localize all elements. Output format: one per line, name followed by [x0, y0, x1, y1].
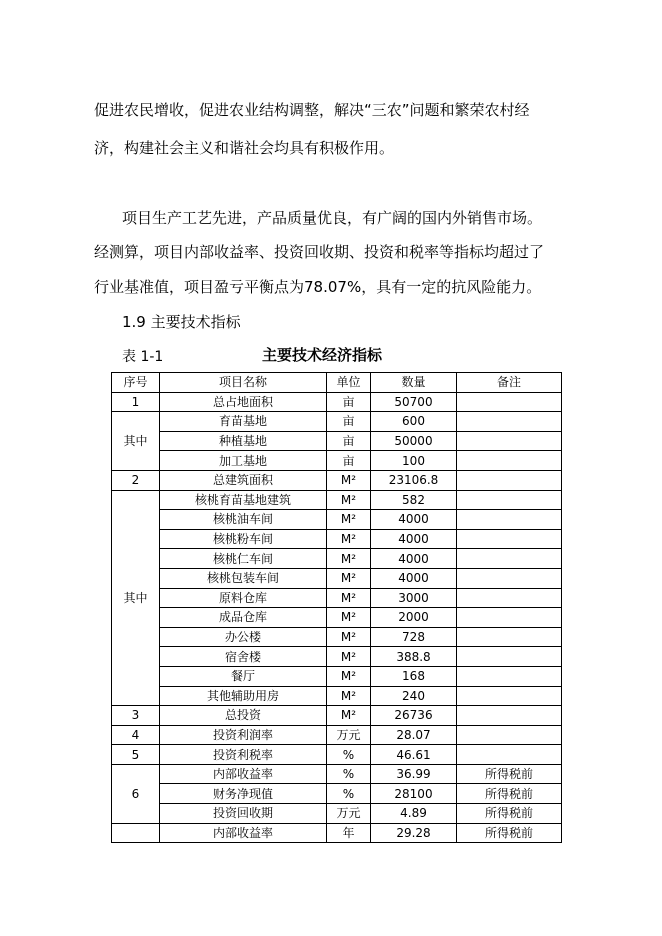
table-label: 表 1-1 [122, 349, 164, 365]
item-quantity: 3000 [371, 588, 457, 608]
item-quantity: 23106.8 [371, 470, 457, 490]
table-row [112, 510, 562, 530]
item-unit: M² [327, 706, 371, 726]
item-name: 总投资 [160, 706, 327, 726]
item-unit: M² [327, 510, 371, 530]
row-number: 5 [112, 745, 160, 765]
item-unit: M² [327, 588, 371, 608]
item-quantity: 240 [371, 686, 457, 706]
item-note [457, 529, 562, 549]
item-name: 总占地面积 [160, 392, 327, 412]
item-unit: M² [327, 666, 371, 686]
item-quantity: 46.61 [371, 745, 457, 765]
item-note [457, 647, 562, 667]
item-name: 办公楼 [160, 627, 327, 647]
item-unit: M² [327, 529, 371, 549]
row-number: 2 [112, 470, 160, 490]
item-name: 财务净现值 [160, 784, 327, 804]
item-name: 投资利税率 [160, 745, 327, 765]
item-name: 核桃仁车间 [160, 549, 327, 569]
table-row [112, 588, 562, 608]
item-name: 核桃粉车间 [160, 529, 327, 549]
table-row [112, 490, 562, 510]
item-quantity: 388.8 [371, 647, 457, 667]
header-cell: 备注 [457, 373, 562, 393]
table-row [112, 706, 562, 726]
table-row [112, 823, 562, 843]
item-unit: 亩 [327, 412, 371, 432]
item-note: 所得税前 [457, 804, 562, 824]
table-row [112, 412, 562, 432]
item-note [457, 745, 562, 765]
table-row [112, 608, 562, 628]
item-name: 宿舍楼 [160, 647, 327, 667]
item-unit: M² [327, 627, 371, 647]
item-quantity: 29.28 [371, 823, 457, 843]
item-quantity: 50000 [371, 431, 457, 451]
paragraph-1-line-1: 促进农民增收，促进农业结构调整，解决“三农”问题和繁荣农村经 [94, 101, 530, 119]
row-number: 1 [112, 392, 160, 412]
header-cell: 单位 [327, 373, 371, 393]
item-unit: 亩 [327, 392, 371, 412]
item-name: 总建筑面积 [160, 470, 327, 490]
table-header-row [112, 373, 562, 393]
item-note [457, 706, 562, 726]
table-row [112, 666, 562, 686]
item-unit: 万元 [327, 804, 371, 824]
item-quantity: 2000 [371, 608, 457, 628]
item-unit: M² [327, 647, 371, 667]
item-unit: % [327, 764, 371, 784]
item-quantity: 50700 [371, 392, 457, 412]
item-quantity: 4000 [371, 510, 457, 530]
item-unit: % [327, 784, 371, 804]
row-number: 3 [112, 706, 160, 726]
table-row [112, 568, 562, 588]
table-row [112, 686, 562, 706]
item-unit: M² [327, 549, 371, 569]
item-unit: 万元 [327, 725, 371, 745]
item-unit: 亩 [327, 431, 371, 451]
item-quantity: 600 [371, 412, 457, 432]
item-note: 所得税前 [457, 823, 562, 843]
row-number: 4 [112, 725, 160, 745]
paragraph-1-line-2: 济，构建社会主义和谐社会均具有积极作用。 [94, 139, 395, 157]
table-row [112, 804, 562, 824]
item-unit: M² [327, 490, 371, 510]
item-name: 核桃油车间 [160, 510, 327, 530]
header-cell: 项目名称 [160, 373, 327, 393]
item-name: 育苗基地 [160, 412, 327, 432]
item-note [457, 686, 562, 706]
table-row [112, 764, 562, 784]
item-quantity: 26736 [371, 706, 457, 726]
group-label: 其中 [112, 490, 160, 706]
item-name: 原料仓库 [160, 588, 327, 608]
item-name: 加工基地 [160, 451, 327, 471]
item-name: 其他辅助用房 [160, 686, 327, 706]
item-unit: M² [327, 686, 371, 706]
table-row [112, 392, 562, 412]
item-note [457, 588, 562, 608]
item-note [457, 392, 562, 412]
item-name: 内部收益率 [160, 764, 327, 784]
item-quantity: 582 [371, 490, 457, 510]
row-number [112, 823, 160, 843]
item-unit: % [327, 745, 371, 765]
item-name: 核桃包装车间 [160, 568, 327, 588]
item-quantity: 168 [371, 666, 457, 686]
item-note [457, 451, 562, 471]
item-name: 投资回收期 [160, 804, 327, 824]
table-row [112, 529, 562, 549]
paragraph-2-line-2: 经测算，项目内部收益率、投资回收期、投资和税率等指标均超过了 [94, 243, 545, 261]
table-row [112, 784, 562, 804]
item-unit: M² [327, 608, 371, 628]
item-name: 成品仓库 [160, 608, 327, 628]
item-note [457, 412, 562, 432]
table-row [112, 647, 562, 667]
item-note [457, 568, 562, 588]
item-quantity: 100 [371, 451, 457, 471]
item-note [457, 490, 562, 510]
item-quantity: 4000 [371, 529, 457, 549]
table-row [112, 725, 562, 745]
item-quantity: 4000 [371, 568, 457, 588]
item-quantity: 4.89 [371, 804, 457, 824]
item-note [457, 510, 562, 530]
item-quantity: 36.99 [371, 764, 457, 784]
header-cell: 序号 [112, 373, 160, 393]
table-row [112, 431, 562, 451]
table-title: 主要技术经济指标 [262, 346, 383, 364]
item-note [457, 666, 562, 686]
paragraph-2-line-1: 项目生产工艺先进，产品质量优良，有广阔的国内外销售市场。 [122, 209, 543, 227]
item-unit: 亩 [327, 451, 371, 471]
item-name: 餐厅 [160, 666, 327, 686]
item-note [457, 608, 562, 628]
item-quantity: 28100 [371, 784, 457, 804]
table-row [112, 549, 562, 569]
table-row [112, 451, 562, 471]
item-name: 核桃育苗基地建筑 [160, 490, 327, 510]
table-row [112, 627, 562, 647]
item-quantity: 4000 [371, 549, 457, 569]
item-quantity: 728 [371, 627, 457, 647]
item-unit: 年 [327, 823, 371, 843]
item-name: 投资利润率 [160, 725, 327, 745]
item-unit: M² [327, 470, 371, 490]
section-heading: 1.9 主要技术指标 [122, 313, 241, 331]
item-note [457, 725, 562, 745]
table-row [112, 470, 562, 490]
header-cell: 数量 [371, 373, 457, 393]
item-note [457, 431, 562, 451]
item-note [457, 627, 562, 647]
paragraph-2-line-3: 行业基准值，项目盈亏平衡点为78.07%，具有一定的抗风险能力。 [94, 278, 542, 296]
group-label: 其中 [112, 412, 160, 471]
table-row [112, 745, 562, 765]
item-note: 所得税前 [457, 764, 562, 784]
item-note [457, 470, 562, 490]
item-name: 种植基地 [160, 431, 327, 451]
item-note: 所得税前 [457, 784, 562, 804]
item-quantity: 28.07 [371, 725, 457, 745]
indicators-table [111, 372, 562, 843]
row-number: 6 [112, 764, 160, 823]
item-name: 内部收益率 [160, 823, 327, 843]
item-note [457, 549, 562, 569]
item-unit: M² [327, 568, 371, 588]
